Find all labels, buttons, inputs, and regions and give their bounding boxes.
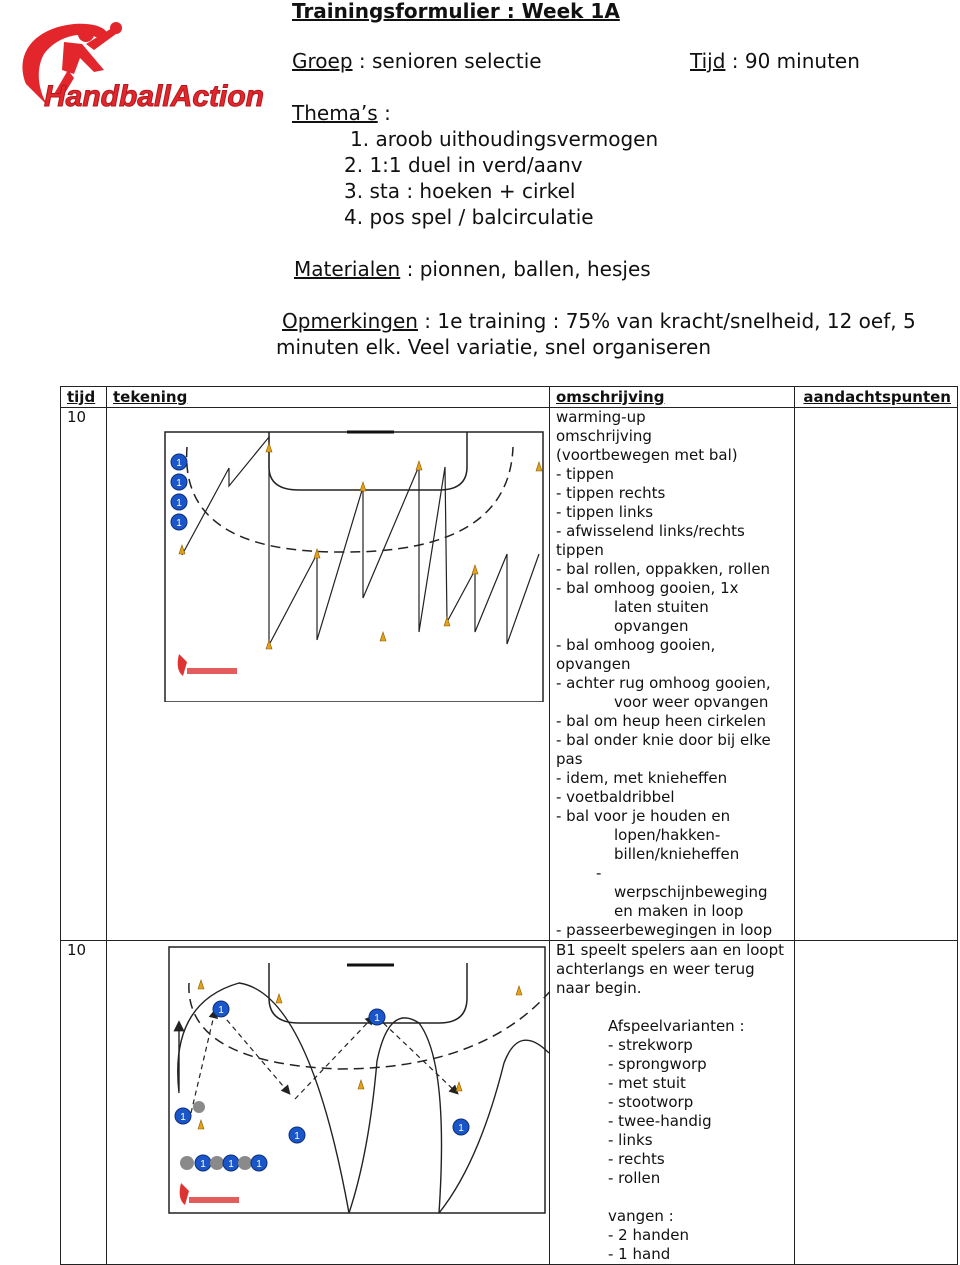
logo-text: HandballAction [44, 80, 265, 113]
svg-text:1: 1 [180, 1112, 186, 1123]
description-line: - passeerbewegingen in loop [556, 921, 773, 939]
warmup-diagram [109, 412, 549, 702]
description-line: B1 speelt spelers aan en loopt [556, 941, 785, 959]
description-line: omschrijving [556, 427, 652, 445]
description-line: opvangen [556, 655, 631, 673]
svg-text:1: 1 [458, 1123, 464, 1134]
description-line: - voetbaldribbel [556, 788, 675, 806]
row-tekening [107, 941, 550, 1265]
time-label: Tijd [690, 49, 726, 73]
row-tijd: 10 [61, 408, 107, 941]
theme-item: 4. pos spel / balcirculatie [344, 205, 594, 229]
svg-text:1: 1 [294, 1131, 300, 1142]
theme-suffix: : [377, 101, 391, 125]
time-value: : 90 minuten [725, 49, 860, 73]
description-line: en maken in loop [614, 902, 744, 920]
svg-text:1: 1 [200, 1159, 206, 1170]
svg-text:1: 1 [176, 478, 182, 489]
svg-text:1: 1 [228, 1159, 234, 1170]
description-line: - achter rug omhoog gooien, [556, 674, 771, 692]
materials-label: Materialen [294, 257, 401, 281]
table-row [61, 941, 958, 1265]
remarks-value: : 1e training : 75% van kracht/snelheid, 12 oef, 5 [417, 309, 916, 333]
description-line: - afwisselend links/rechts [556, 522, 745, 540]
description-line: (voortbewegen met bal) [556, 446, 738, 464]
theme-item: 3. sta : hoeken + cirkel [344, 179, 576, 203]
description-line: - tippen links [556, 503, 654, 521]
description-line: - tippen [556, 465, 615, 483]
variant-item: - stootworp [608, 1093, 694, 1111]
description-line: - [596, 864, 602, 882]
variant-item: - met stuit [608, 1074, 686, 1092]
table-row [61, 408, 958, 941]
description-line: billen/knieheffen [614, 845, 740, 863]
catch-title: vangen : [608, 1207, 674, 1225]
description-line: - tippen rechts [556, 484, 666, 502]
description-line: - bal onder knie door bij elke [556, 731, 771, 749]
passing-diagram [109, 943, 549, 1215]
description-line: - bal rollen, oppakken, rollen [556, 560, 771, 578]
description-line: tippen [556, 541, 604, 559]
svg-text:1: 1 [374, 1013, 380, 1024]
header-tijd: tijd [61, 387, 107, 408]
variant-item: - sprongworp [608, 1055, 707, 1073]
catch-item: - 1 hand [608, 1245, 671, 1263]
svg-text:1: 1 [176, 518, 182, 529]
handballaction-logo [4, 14, 266, 134]
page-title: Trainingsformulier : Week 1A [292, 0, 620, 23]
variants-title: Afspeelvarianten : [608, 1017, 745, 1035]
theme-item: 2. 1:1 duel in verd/aanv [344, 153, 583, 177]
svg-text:1: 1 [176, 458, 182, 469]
theme-list [344, 126, 658, 230]
theme-item: 1. aroob uithoudingsvermogen [350, 127, 659, 151]
row-omschrijving [550, 408, 795, 941]
description-line: opvangen [614, 617, 689, 635]
remarks-line [282, 308, 916, 334]
materials-value: : pionnen, ballen, hesjes [400, 257, 651, 281]
description-line: naar begin. [556, 979, 642, 997]
description-line: achterlangs en weer terug [556, 960, 755, 978]
description-line: warming-up [556, 408, 646, 426]
variant-item: - rollen [608, 1169, 661, 1187]
theme-heading [292, 100, 391, 126]
description-line: - bal omhoog gooien, [556, 636, 716, 654]
group-label: Groep [292, 49, 353, 73]
time-line [690, 48, 860, 74]
description-line: - idem, met knieheffen [556, 769, 728, 787]
remarks-label: Opmerkingen [282, 309, 418, 333]
description-line: - bal voor je houden en [556, 807, 731, 825]
group-line [292, 48, 542, 74]
row-tekening [107, 408, 550, 941]
table-header-row [61, 387, 958, 408]
description-line: voor weer opvangen [614, 693, 769, 711]
svg-text:1: 1 [218, 1005, 224, 1016]
header-aandachtspunten: aandachtspunten [795, 387, 958, 408]
court-outline [165, 432, 543, 702]
group-value: : senioren selectie [352, 49, 542, 73]
variant-item: - strekworp [608, 1036, 693, 1054]
description-line: pas [556, 750, 583, 768]
court-outline [169, 947, 545, 1213]
svg-text:1: 1 [256, 1159, 262, 1170]
row-aandachtspunten [795, 408, 958, 941]
variant-item: - rechts [608, 1150, 665, 1168]
header-omschrijving: omschrijving [550, 387, 795, 408]
training-table [60, 386, 958, 1265]
variants-block [556, 1017, 788, 1264]
remarks-continued: minuten elk. Veel variatie, snel organiseren [276, 335, 712, 359]
description-line: lopen/hakken- [614, 826, 721, 844]
catch-item: - 2 handen [608, 1226, 689, 1244]
description-line: - bal om heup heen cirkelen [556, 712, 767, 730]
theme-label: Thema’s [292, 101, 378, 125]
svg-text:1: 1 [176, 498, 182, 509]
variant-item: - links [608, 1131, 653, 1149]
description-line: laten stuiten [614, 598, 709, 616]
variant-item: - twee-handig [608, 1112, 712, 1130]
row-aandachtspunten [795, 941, 958, 1265]
description-line: - bal omhoog gooien, 1x [556, 579, 739, 597]
materials-line [294, 256, 651, 282]
row-tijd: 10 [61, 941, 107, 1265]
description-line: werpschijnbeweging [614, 883, 768, 901]
row-omschrijving [550, 941, 795, 1265]
header-tekening: tekening [107, 387, 550, 408]
